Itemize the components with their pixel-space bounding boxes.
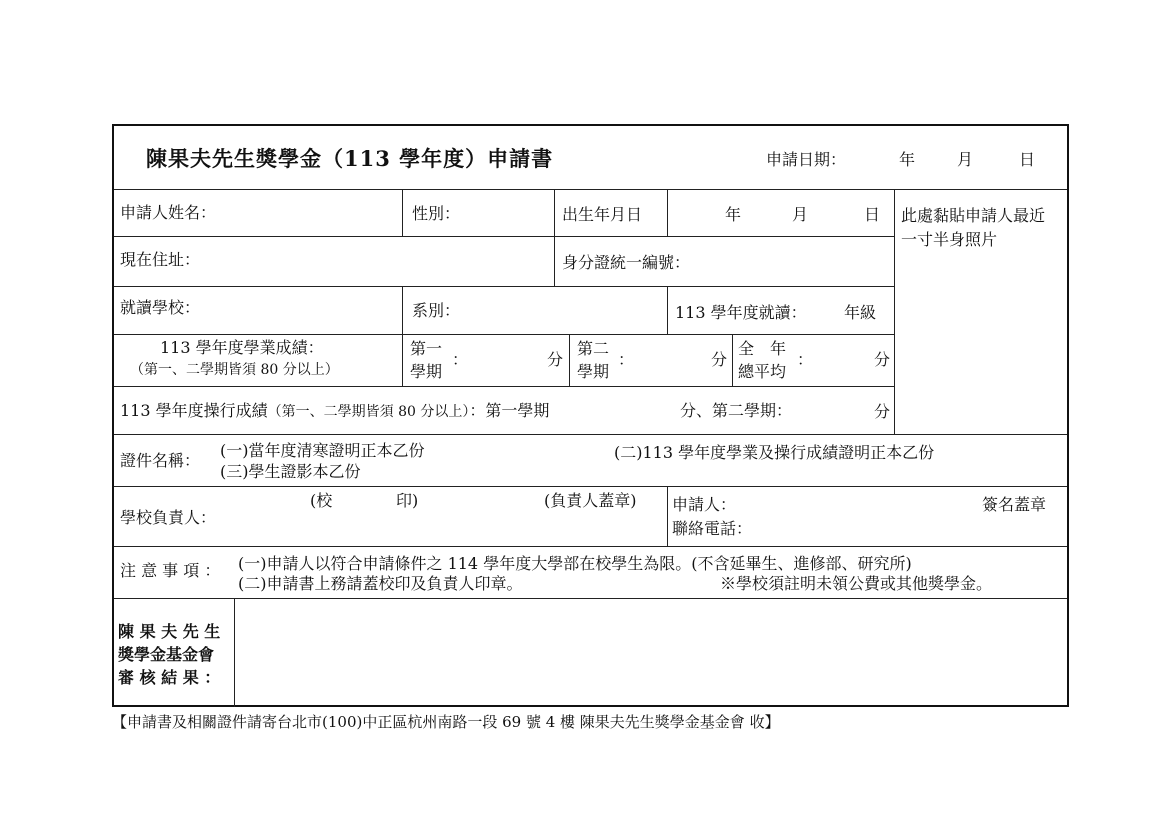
avg-unit: 分	[874, 350, 891, 369]
col-divider	[402, 189, 403, 236]
gender-label: 性別：	[412, 204, 461, 223]
school-seal-open: (校	[310, 491, 333, 510]
notes-label: 注 意 事 項 ：	[120, 561, 221, 580]
col-divider	[234, 598, 235, 707]
birth-year-unit: 年	[725, 205, 742, 224]
sem1-bottom: 學期	[410, 362, 443, 381]
school-seal-close: 印)	[396, 491, 419, 510]
signature-seal-label: 簽名蓋章	[982, 495, 1047, 514]
sem2-top: 第二	[577, 339, 610, 358]
application-date-year: 年	[899, 150, 916, 169]
id-number-label: 身分證統一編號：	[562, 253, 691, 272]
conduct-score-note: （第一、二學期皆須 80 分以上）	[267, 404, 470, 420]
documents-label: 證件名稱：	[120, 451, 201, 470]
review-label-line2: 獎學金基金會	[118, 645, 215, 664]
birth-date-label: 出生年月日	[562, 205, 643, 224]
row-divider	[114, 286, 894, 287]
avg-colon: ：	[797, 350, 814, 369]
document-item-3: (三)學生證影本乙份	[220, 462, 361, 481]
applicant-sign-label: 申請人：	[672, 495, 737, 514]
department-label: 系別：	[412, 301, 461, 320]
review-label-line1: 陳 果 夫 先 生	[118, 622, 221, 641]
applicant-name-label: 申請人姓名：	[120, 203, 217, 222]
school-label: 就讀學校：	[120, 298, 201, 317]
application-date-day: 日	[1019, 150, 1036, 169]
sem1-unit: 分	[547, 350, 564, 369]
document-item-2: (二)113 學年度學業及操行成績證明正本乙份	[614, 443, 935, 462]
col-divider	[667, 189, 668, 236]
row-divider	[114, 486, 1067, 487]
birth-month-unit: 月	[792, 205, 809, 224]
grade-unit: 年級	[844, 303, 877, 322]
col-divider	[667, 486, 668, 546]
mailing-address-footer: 【申請書及相關證件請寄台北市(100)中正區杭州南路一段 69 號 4 樓 陳果夫先生獎學金基金會 收】	[112, 713, 780, 731]
photo-divider	[894, 189, 895, 434]
sem2-bottom: 學期	[577, 362, 610, 381]
row-divider	[114, 189, 1067, 190]
application-date-month: 月	[957, 150, 974, 169]
conduct-unit: 分	[874, 402, 891, 421]
row-divider	[114, 546, 1067, 547]
photo-note-line1: 此處黏貼申請人最近	[901, 206, 1046, 225]
application-form	[112, 124, 1069, 707]
col-divider	[554, 189, 555, 286]
grade-label: 113 學年度就讀：	[675, 303, 807, 322]
col-divider	[402, 286, 403, 386]
col-divider	[732, 334, 733, 386]
sem2-unit: 分	[711, 350, 728, 369]
row-divider	[114, 434, 1067, 435]
phone-label: 聯絡電話：	[672, 519, 753, 538]
conduct-score-title: 113 學年度操行成績	[120, 401, 268, 420]
note-1: (一)申請人以符合申請條件之 114 學年度大學部在校學生為限。(不含延畢生、進修部、研究所)	[238, 554, 912, 573]
conduct-sem2-label: 分、第二學期：	[680, 401, 793, 420]
note-3: ※學校須註明未領公費或其他獎學金。	[720, 574, 993, 593]
avg-top: 全 年	[738, 339, 787, 358]
row-divider	[114, 334, 894, 335]
photo-note-line2: 一寸半身照片	[901, 230, 998, 249]
row-divider	[114, 598, 1067, 599]
note-2: (二)申請書上務請蓋校印及負責人印章。	[238, 574, 523, 593]
document-item-1: (一)當年度清寒證明正本乙份	[220, 441, 425, 460]
address-label: 現在住址：	[120, 250, 201, 269]
conduct-sem1-label: ：第一學期	[469, 401, 550, 420]
row-divider	[114, 386, 894, 387]
academic-score-label: 113 學年度學業成績：	[160, 338, 324, 357]
sem2-colon: ：	[618, 350, 635, 369]
sem1-colon: ：	[452, 350, 469, 369]
row-divider	[114, 236, 894, 237]
application-date-label: 申請日期：	[766, 150, 847, 169]
sem1-top: 第一	[410, 339, 443, 358]
school-head-label: 學校負責人：	[120, 508, 217, 527]
avg-bottom: 總平均	[738, 362, 787, 381]
birth-day-unit: 日	[864, 205, 881, 224]
col-divider	[569, 334, 570, 386]
head-seal-label: (負責人蓋章)	[544, 491, 637, 510]
form-title: 陳果夫先生獎學金（113 學年度）申請書	[146, 146, 554, 171]
review-label-line3: 審 核 結 果 ：	[118, 668, 221, 687]
academic-score-note: （第一、二學期皆須 80 分以上）	[130, 362, 339, 378]
col-divider	[667, 286, 668, 334]
conduct-score-label	[120, 401, 549, 422]
